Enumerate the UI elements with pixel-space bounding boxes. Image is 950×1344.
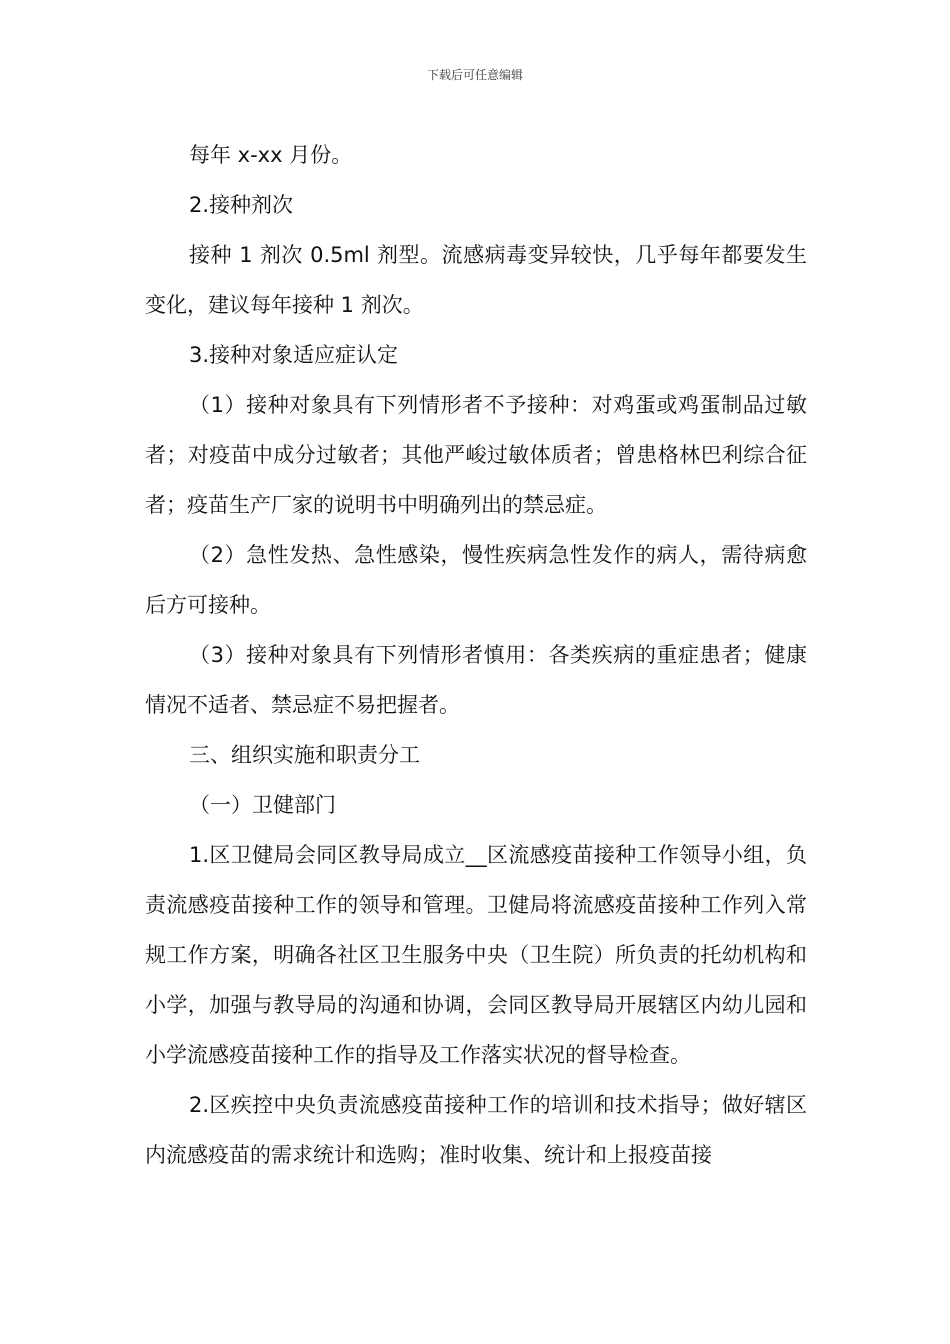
paragraph-contraindications: （1）接种对象具有下列情形者不予接种：对鸡蛋或鸡蛋制品过敏者；对疫苗中成分过敏者；其他严峻过敏体质者；曾患格林巴利综合征者；疫苗生产厂家的说明书中明确列出的禁忌症。 xyxy=(145,393,807,517)
paragraph-month: 每年 x-xx 月份。 xyxy=(189,143,353,167)
heading-indications: 3.接种对象适应症认定 xyxy=(189,343,399,367)
paragraph-caution: （3）接种对象具有下列情形者慎用：各类疾病的重症患者；健康情况不适者、禁忌症不易把握者。 xyxy=(145,643,807,717)
paragraph-health-bureau: 1.区卫健局会同区教导局成立__区流感疫苗接种工作领导小组，负责流感疫苗接种工作的领导和管理。卫健局将流感疫苗接种工作列入常规工作方案，明确各社区卫生服务中央（卫生院）所负责的托幼机构和小学，加强与教导局的沟通和协调，会同区教导局开展辖区内幼儿园和小学流感疫苗接种工作的指导及工作落实状况的督导检查。 xyxy=(145,843,807,1067)
paragraph-acute-illness: （2）急性发热、急性感染，慢性疾病急性发作的病人，需待病愈后方可接种。 xyxy=(145,543,807,617)
heading-dose-count: 2.接种剂次 xyxy=(189,193,294,217)
paragraph-dose: 接种 1 剂次 0.5ml 剂型。流感病毒变异较快，几乎每年都要发生变化，建议每年接种 1 剂次。 xyxy=(145,243,807,317)
section-heading-organization: 三、组织实施和职责分工 xyxy=(189,743,420,767)
document-body xyxy=(145,130,807,1180)
page-header: 下载后可任意编辑 xyxy=(426,68,523,82)
paragraph-cdc: 2.区疾控中央负责流感疫苗接种工作的培训和技术指导；做好辖区内流感疫苗的需求统计和选购；准时收集、统计和上报疫苗接 xyxy=(145,1093,807,1167)
subsection-heading-health-dept: （一）卫健部门 xyxy=(189,793,336,817)
